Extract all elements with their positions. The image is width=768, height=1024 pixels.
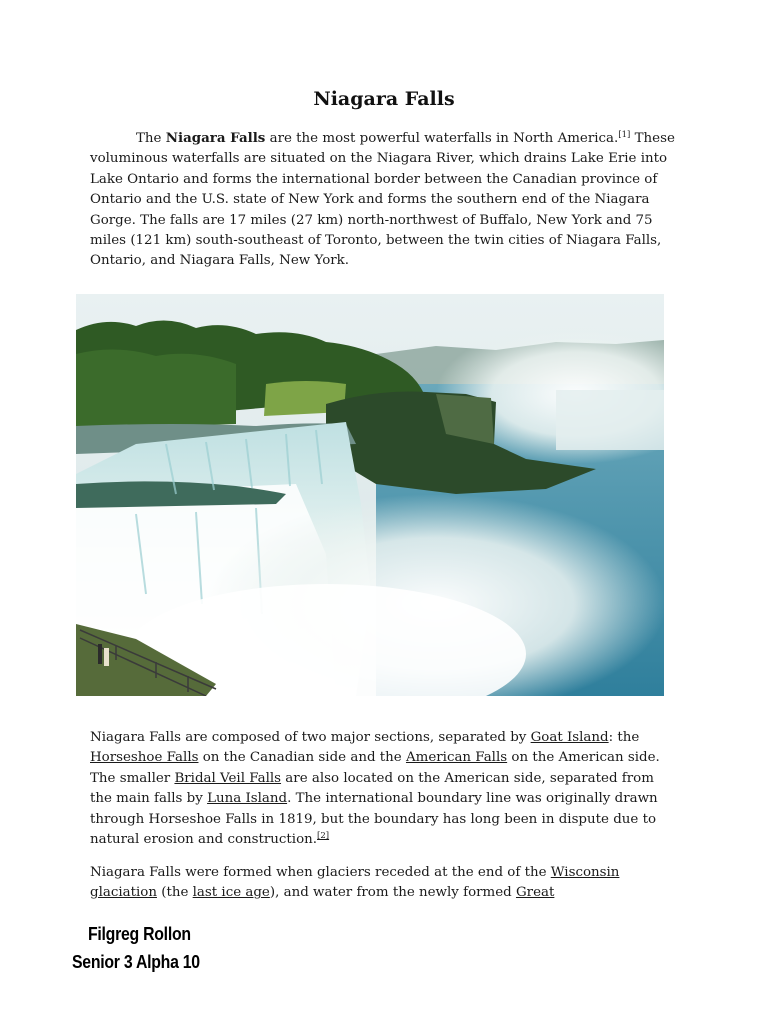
link-bridal-veil-falls[interactable]: Bridal Veil Falls [174,770,282,786]
page-title: Niagara Falls [313,88,455,110]
intro-bold-term: Niagara Falls [165,130,266,146]
link-goat-island[interactable]: Goat Island [530,730,609,745]
sections-text-6: . The international boundary line was originally drawn through Horseshoe Falls in 1819, but the boundary has long been in dispute due to natural erosion and construction. [90,791,658,848]
formation-paragraph [90,863,680,904]
link-wisconsin-glaciation[interactable]: Wisconsin glaciation [90,865,620,901]
intro-text-3: These voluminous waterfalls are situated on the Niagara River, which drains Lake Erie into Lake Ontario and forms the international border between the Canadian province of Ontario and the U.S. state of New York and forms the southern end of the Niagara Gorge. The falls are 17 miles (27 km) north-northwest of Buffalo, New York and 75 miles (121 km) south-southeast of Toronto, between the twin cities of Niagara Falls, Ontario, and Niagara Falls, New York. [90,131,675,269]
link-american-falls[interactable]: American Falls [405,750,508,766]
sections-text-5: are also located on the American side, separated from the main falls by [90,770,654,807]
link-last-ice-age[interactable]: last ice age [192,885,270,901]
intro-text-2: are the most powerful waterfalls in North America. [265,131,619,146]
sections-text-1: Niagara Falls are composed of two major sections, separated by [90,730,531,745]
author-section: Senior 3 Alpha 10 [72,952,200,972]
niagara-falls-photo [76,294,664,696]
formation-text-1: Niagara Falls were formed when glaciers receded at the end of the [90,865,551,880]
formation-text-2: (the [156,885,193,901]
link-great[interactable]: Great [515,885,555,901]
sections-text-4: on the American side. The smaller [90,750,660,786]
sections-paragraph [90,728,680,850]
link-horseshoe-falls[interactable]: Horseshoe Falls [90,750,199,766]
footnote-ref-2[interactable]: [2] [317,831,330,842]
intro-text-1: The [136,131,166,146]
author-name: Filgreg Rollon [88,924,191,944]
sections-text-2: : the [608,730,640,745]
footnote-ref-1[interactable]: [1] [618,130,631,140]
sections-text-3: on the Canadian side and the [198,750,406,766]
link-luna-island[interactable]: Luna Island [207,791,288,807]
intro-paragraph [90,128,680,272]
formation-text-3: ), and water from the newly formed [269,885,516,901]
